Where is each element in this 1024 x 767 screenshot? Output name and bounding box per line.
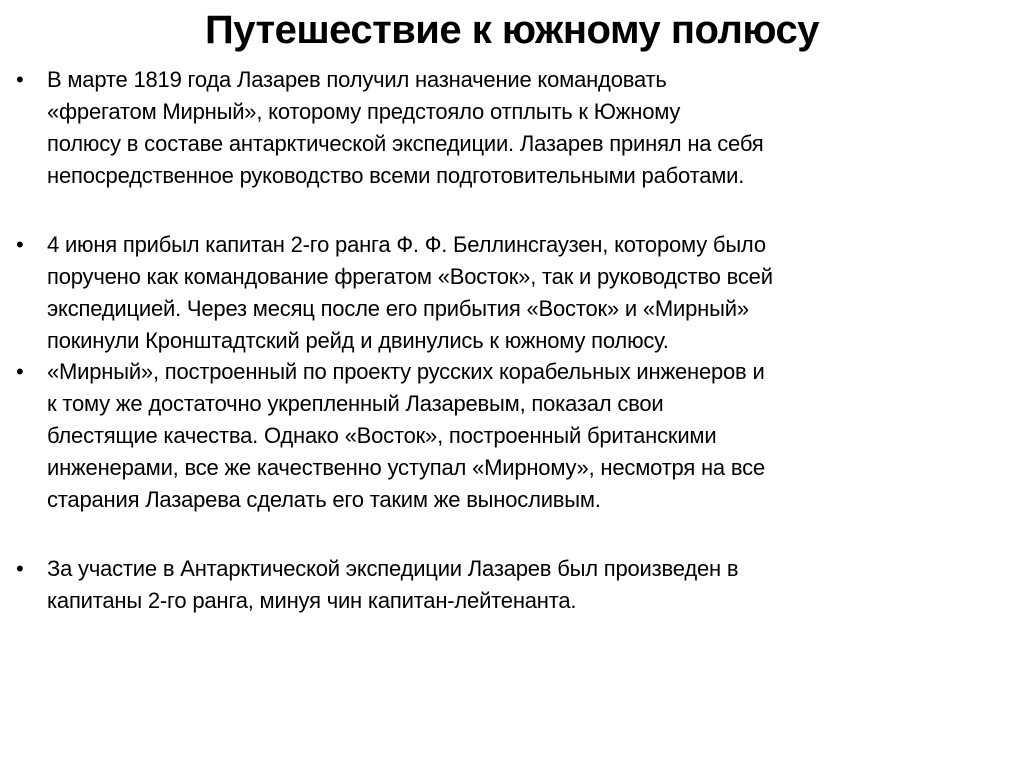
bullet-text: 4 июня прибыл капитан 2-го ранга Ф. Ф. Беллинсгаузен, которому было поручено как командование фрегатом «Восток», так и руководство всей экспедицией. Через месяц после его прибытия «Восток» и «Мирный» покинули Кронштадтский рейд и двинулись к южному полюсу. [47, 232, 773, 353]
bullet-text: За участие в Антарктической экспедиции Лазарев был произведен в капитаны 2-го ранга, минуя чин капитан-лейтенанта. [47, 556, 739, 613]
bullet-icon: • [16, 67, 24, 92]
bullet-text: В марте 1819 года Лазарев получил назначение командовать «фрегатом Мирный», которому предстояло отплыть к Южному полюсу в составе антарктической экспедиции. Лазарев принял на себя непосредственное руководство всеми подготовительными работами. [47, 67, 764, 188]
bullet-icon: • [16, 359, 24, 384]
bullet-icon: • [16, 232, 24, 257]
bullet-text: «Мирный», построенный по проекту русских корабельных инженеров и к тому же достаточно укрепленный Лазаревым, показал свои блестящие качества. Однако «Восток», построенный британскими инженерами, все же качественно уступал «Мирному», несмотря на все старания Лазарева сделать его таким же выносливым. [47, 359, 765, 512]
bullet-icon: • [16, 556, 24, 581]
slide-title: Путешествие к южному полюсу [205, 8, 819, 52]
